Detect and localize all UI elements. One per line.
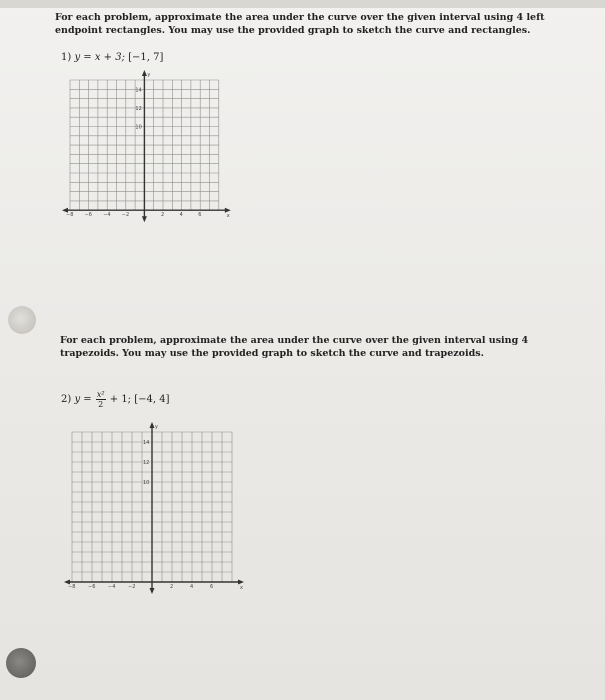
y-axis-label: y — [147, 72, 151, 78]
grid-graph-2 — [60, 418, 255, 606]
graph-2 — [60, 418, 255, 606]
problem-2-equation-prefix: y = — [74, 394, 92, 405]
x-tick-label: −4 — [108, 584, 116, 590]
y-axis-arrow-up — [142, 70, 147, 76]
page-top-edge — [0, 0, 605, 8]
problem-2-interval: [−4, 4] — [134, 394, 170, 405]
graph-1 — [60, 68, 240, 238]
problem-1-interval: [−1, 7] — [128, 52, 164, 63]
x-axis-label: x — [226, 213, 230, 220]
problem-2-number: 2) — [61, 394, 72, 405]
y-axis-label: y — [155, 424, 158, 430]
binder-hole-bottom — [6, 648, 36, 678]
fraction-denominator: 2 — [98, 400, 104, 409]
x-tick-label: −6 — [84, 212, 92, 219]
problem-1-number: 1) — [61, 52, 72, 63]
y-tick-label: 14 — [135, 87, 142, 94]
x-tick-label: −6 — [88, 584, 96, 590]
problem-1-equation: y = x + 3; — [74, 52, 125, 63]
x-tick-label: 6 — [198, 212, 202, 219]
grid-graph-1 — [60, 68, 240, 238]
x-tick-label: 6 — [210, 584, 214, 590]
x-tick-label: −8 — [68, 584, 76, 590]
instructions-section-2: For each problem, approximate the area under the curve over the given interval using 4 trapezoids. You may use the provided graph to sketch the curve and trapezoids. — [60, 335, 529, 359]
x-tick-label: 4 — [190, 584, 194, 590]
y-tick-label: 12 — [135, 105, 142, 112]
x-axis-label: x — [240, 585, 243, 591]
y-axis-arrow-down — [150, 588, 155, 594]
problem-2 — [61, 390, 170, 409]
y-tick-label: 12 — [143, 460, 150, 466]
x-tick-label: −8 — [66, 212, 74, 219]
x-axis-arrow-right — [225, 208, 231, 213]
y-tick-label: 14 — [143, 440, 150, 446]
problem-1 — [61, 52, 163, 63]
y-tick-label: 10 — [143, 480, 150, 486]
x-axis-arrow-right — [238, 580, 244, 585]
fraction-numerator: x² — [96, 390, 105, 399]
y-axis-arrow-down — [142, 216, 147, 222]
x-tick-label: 2 — [161, 212, 165, 219]
x-tick-label: 4 — [179, 212, 183, 219]
x-tick-label: −4 — [103, 212, 111, 219]
instructions-section-1: For each problem, approximate the area under the curve over the given interval using 4 left endpoint rectangles. You may use the provided graph to sketch the curve and rectangles. — [55, 12, 545, 36]
binder-hole-top — [8, 306, 36, 334]
problem-2-equation-suffix: + 1; — [109, 394, 132, 405]
y-axis-arrow-up — [150, 422, 155, 428]
x-tick-label: −2 — [121, 212, 130, 219]
problem-2-fraction — [96, 390, 106, 409]
x-tick-label: 2 — [170, 584, 174, 590]
y-tick-label: 10 — [135, 124, 142, 131]
x-tick-label: −2 — [128, 584, 136, 590]
